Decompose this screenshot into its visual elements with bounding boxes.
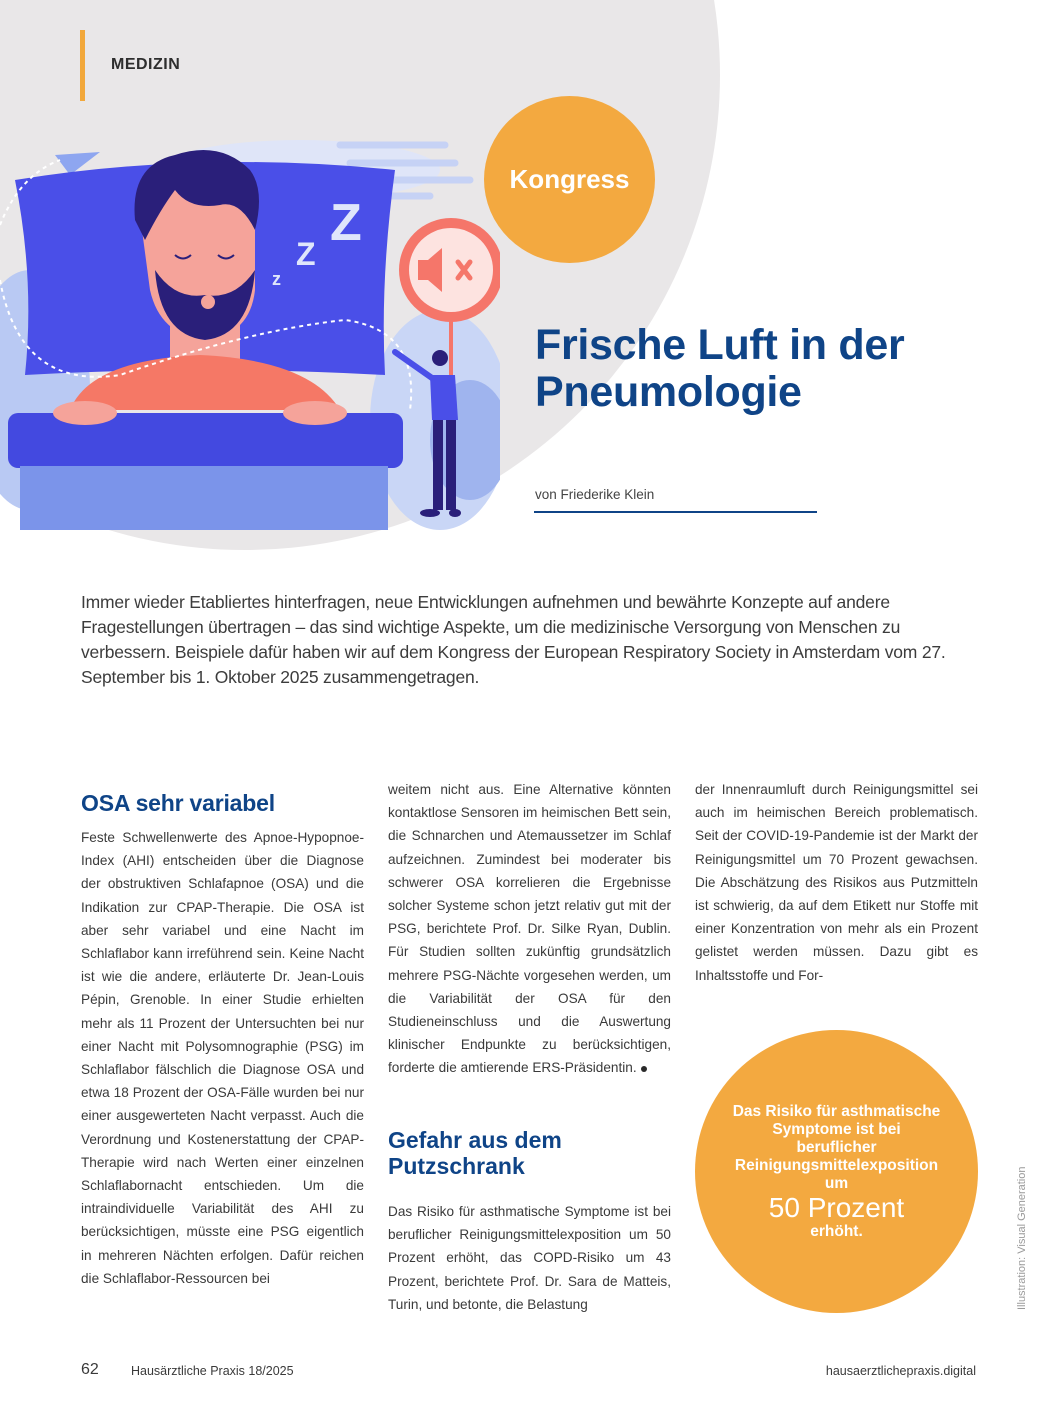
- zzz-medium: Z: [296, 236, 316, 272]
- body-text-col1: Feste Schwellenwerte des Apnoe-Hypopnoe-Index (AHI) entscheiden über die Diagnose der obstruktiven Schlafapnoe (OSA) und die Indikation zur CPAP-Therapie. Die OSA ist aber sehr variabel und eine Nacht im Schlaflabor kann irreführend sein. Keine Nacht ist wie die andere, erläuterte Dr. Jean-Louis Pépin, Grenoble. In einer Studie erhielten mehr als 11 Prozent der Untersuchten bei nur einer Nacht mit Polysomnographie (PSG) im Schlaflabor fälschlich die Diagnose OSA und etwa 18 Prozent der OSA-Fälle wurden bei nur einer ausgewerteten Nacht verpasst. Auch die Verordnung und Kostenerstattung der CPAP-Therapie wird nach Werten einer einzelnen Schlaflabornacht entschieden. Um die intraindividuelle Variabilität des AHI zu berücksichtigen, müsste eine PSG eigentlich in mehreren Nächten erfolgen. Dafür reichen die Schlaflabor-Ressourcen bei: [81, 830, 364, 1286]
- sleeping-man-illustration: [0, 130, 500, 530]
- body-text-col3: der Innenraumluft durch Reinigungsmittel sei auch im heimischen Bereich problematisch. Seit der COVID-19-Pandemie ist der Markt der Reinigungsmittel um 70 Prozent gewachsen. Die Abschätzung des Risikos aus Putzmitteln ist schwierig, da auf dem Etikett nur Stoffe mit einer Konzentration von mehr als ein Prozent gelistet werden müssen. Dazu gibt es Inhaltsstoffe und For-: [695, 782, 978, 983]
- callout-circle: [695, 1030, 978, 1313]
- illustration-credit: Illustration: Visual Generation: [1016, 1166, 1028, 1310]
- page-number: 62: [81, 1361, 99, 1378]
- section-accent-bar: [80, 30, 85, 101]
- category-label: Kongress: [509, 164, 630, 194]
- callout-end: erhöht.: [810, 1222, 863, 1240]
- section-label: MEDIZIN: [111, 56, 181, 73]
- title-line-1: Frische Luft in der: [535, 321, 905, 369]
- section-heading-osa: OSA sehr variabel: [81, 790, 275, 816]
- callout-highlight: 50 Prozent: [768, 1191, 905, 1223]
- byline: von Friederike Klein: [535, 487, 655, 502]
- end-of-article-dot: [641, 1066, 647, 1072]
- title-line-2: Pneumologie: [535, 368, 802, 416]
- article-title: [535, 322, 1015, 416]
- bed-base: [20, 466, 388, 530]
- lead-paragraph: Immer wieder Etabliertes hinterfragen, neue Entwicklungen aufnehmen und bewährte Konzepte auf andere Fragestellungen übertragen – das sind wichtige Aspekte, um die medizinische Versorgung von Menschen zu verbessern. Beispiele dafür haben wir auf dem Kongress der European Respiratory Society in Amsterdam vom 27. September bis 1. Oktober 2025 zusammengetragen.: [81, 592, 946, 687]
- body-text-col2: [388, 778, 671, 1080]
- callout-line-2: Symptome ist bei: [772, 1120, 901, 1138]
- callout-line-5: um: [824, 1174, 849, 1192]
- section-heading-gefahr: Gefahr aus dem Putzschrank: [388, 1127, 562, 1179]
- body-text-col2-section2: Das Risiko für asthmatische Symptome ist bei beruflicher Reinigungsmittelexposition um 50 Prozent erhöht, das COPD-Risiko um 43 Prozent, berichtete Prof. Dr. Sara de Matteis, Turin, und betonte, die Belastung: [388, 1204, 671, 1312]
- category-badge: [484, 96, 655, 263]
- zzz-large: Z: [330, 194, 362, 252]
- website-link[interactable]: hausaerztlichepraxis.digital: [825, 1364, 976, 1378]
- publication-name: Hausärztliche Praxis 18/2025: [131, 1364, 294, 1378]
- callout-line-1: Das Risiko für asthmatische: [732, 1102, 941, 1120]
- callout-line-3: beruflicher: [796, 1138, 877, 1156]
- zzz-small: z: [272, 269, 281, 289]
- callout-line-4: Reinigungsmittelexposition: [734, 1156, 939, 1174]
- byline-rule: [534, 511, 817, 513]
- body-text-col2-content: weitem nicht aus. Eine Alternative könnten kontaktlose Sensoren im heimischen Bett sein, die Schnarchen und Atemaussetzer im Schlaf aufzeichnen. Zumindest bei moderater bis schwerer OSA korrelieren die Ergebnisse solcher Systeme schon jetzt relativ gut mit der PSG, berichtete Prof. Dr. Silke Ryan, Dublin. Für Studien sollten zukünftig grundsätzlich mehrere PSG-Nächte vorgesehen werden, um die Variabilität der OSA für den Studieneinschluss und die Auswertung klinischer Endpunkte zu berücksichtigen, forderte die amtierende ERS-Präsidentin.: [388, 782, 671, 1076]
